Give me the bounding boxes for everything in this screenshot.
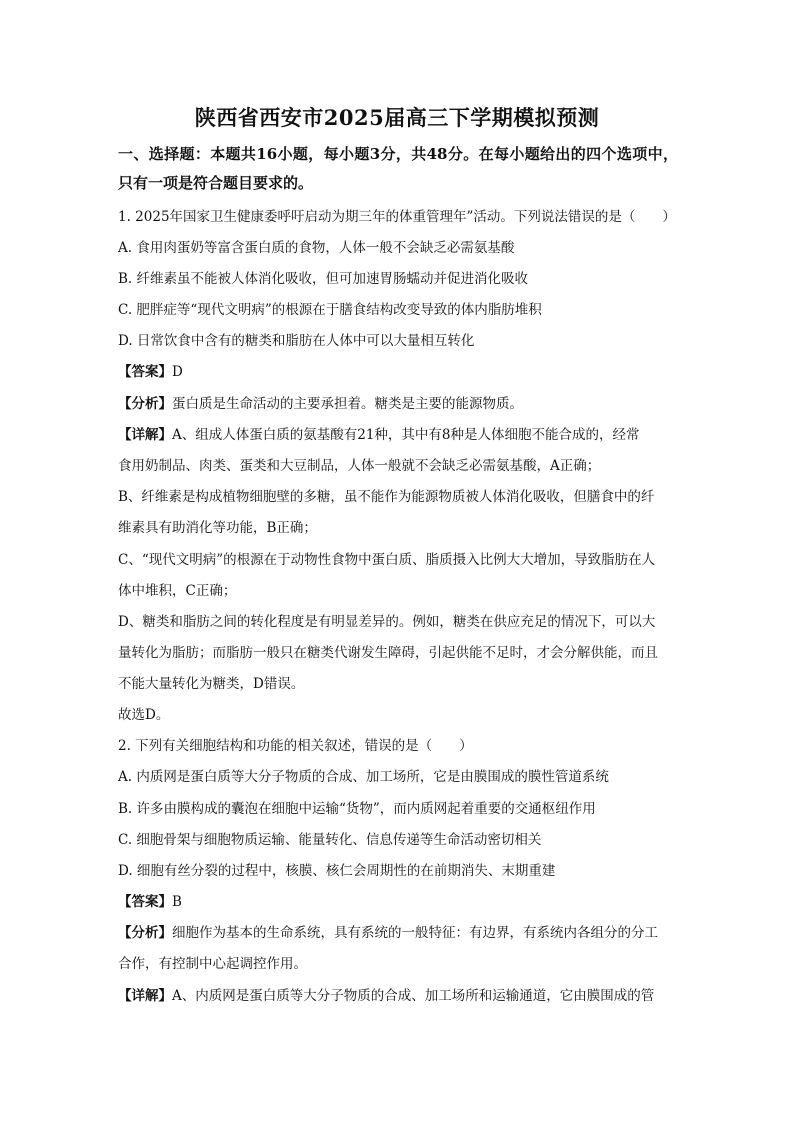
- q1-detail-line-6: 体中堆积，C正确；: [118, 583, 237, 599]
- detail-text: A、组成人体蛋白质的氨基酸有21种，其中有8种是人体细胞不能合成的，经常: [172, 427, 640, 443]
- answer-tag: 【答案】: [118, 894, 172, 910]
- q2-detail-line-1: [118, 986, 678, 1006]
- q1-conclusion: 故选D。: [118, 707, 170, 723]
- answer-tag: 【答案】: [118, 364, 172, 380]
- detail-text: A、内质网是蛋白质等大分子物质的合成、加工场所和运输通道，它由膜围成的管: [172, 988, 655, 1004]
- q2-stem: 2. 下列有关细胞结构和功能的相关叙述，错误的是（ ）: [118, 738, 473, 754]
- q1-option-a: A. 食用肉蛋奶等富含蛋白质的食物，人体一般不会缺乏必需氨基酸: [118, 240, 515, 256]
- q1-detail-line-5: C、“现代文明病”的根源在于动物性食物中蛋白质、脂质摄入比例大大增加，导致脂肪在人: [118, 552, 656, 568]
- q1-detail-line-1: [118, 425, 678, 445]
- answer-value: D: [172, 364, 183, 380]
- q1-option-b: B. 纤维素虽不能被人体消化吸收，但可加速胃肠蠕动并促进消化吸收: [118, 271, 529, 287]
- document-title: 陕西省西安市2025届高三下学期模拟预测: [194, 105, 600, 130]
- q1-answer: [118, 362, 678, 382]
- q2-analysis-line-2: 合作，有控制中心起调控作用。: [118, 956, 307, 972]
- q1-option-c: C. 肥胖症等“现代文明病”的根源在于膳食结构改变导致的体内脂肪堆积: [118, 302, 542, 318]
- q2-option-a: A. 内质网是蛋白质等大分子物质的合成、加工场所，它是由膜围成的膜性管道系统: [118, 769, 609, 785]
- q1-analysis: [118, 394, 678, 414]
- analysis-tag: 【分析】: [118, 396, 172, 412]
- q1-detail-line-8: 量转化为脂肪；而脂肪一般只在糖类代谢发生障碍，引起供能不足时，才会分解供能，而且: [118, 645, 658, 661]
- q2-option-c: C. 细胞骨架与细胞物质运输、能量转化、信息传递等生命活动密切相关: [118, 832, 542, 848]
- q1-stem: 1. 2025年国家卫生健康委呼吁启动为期三年的体重管理年”活动。下列说法错误的是（ ）: [118, 209, 676, 225]
- detail-tag: 【详解】: [118, 988, 172, 1004]
- analysis-tag: 【分析】: [118, 925, 172, 941]
- q2-answer: [118, 892, 678, 912]
- q2-option-b: B. 许多由膜构成的囊泡在细胞中运输“货物”，而内质网起着重要的交通枢纽作用: [118, 801, 596, 817]
- q2-analysis-line-1: [118, 923, 678, 943]
- q2-option-d: D. 细胞有丝分裂的过程中，核膜、核仁会周期性的在前期消失、末期重建: [118, 863, 556, 879]
- analysis-text: 细胞作为基本的生命系统，具有系统的一般特征：有边界，有系统内各组分的分工: [172, 925, 658, 941]
- q1-detail-line-9: 不能大量转化为糖类，D错误。: [118, 676, 305, 692]
- answer-value: B: [172, 894, 182, 910]
- q1-detail-line-3: B、纤维素是构成植物细胞壁的多糖，虽不能作为能源物质被人体消化吸收，但膳食中的纤: [118, 489, 655, 505]
- detail-tag: 【详解】: [118, 427, 172, 443]
- analysis-text: 蛋白质是生命活动的主要承担着。糖类是主要的能源物质。: [172, 396, 523, 412]
- q1-detail-line-4: 维素具有助消化等功能，B正确；: [118, 520, 317, 536]
- q1-detail-line-2: 食用奶制品、肉类、蛋类和大豆制品，人体一般就不会缺乏必需氨基酸，A正确；: [118, 458, 601, 474]
- q1-detail-line-7: D、糖类和脂肪之间的转化程度是有明显差异的。例如，糖类在供应充足的情况下，可以大: [118, 614, 656, 630]
- section-heading: 一、选择题：本题共16小题，每小题3分，共48分。在每小题给出的四个选项中，只有一项是符合题目要求的。: [118, 145, 678, 192]
- q1-option-d: D. 日常饮食中含有的糖类和脂肪在人体中可以大量相互转化: [118, 333, 475, 349]
